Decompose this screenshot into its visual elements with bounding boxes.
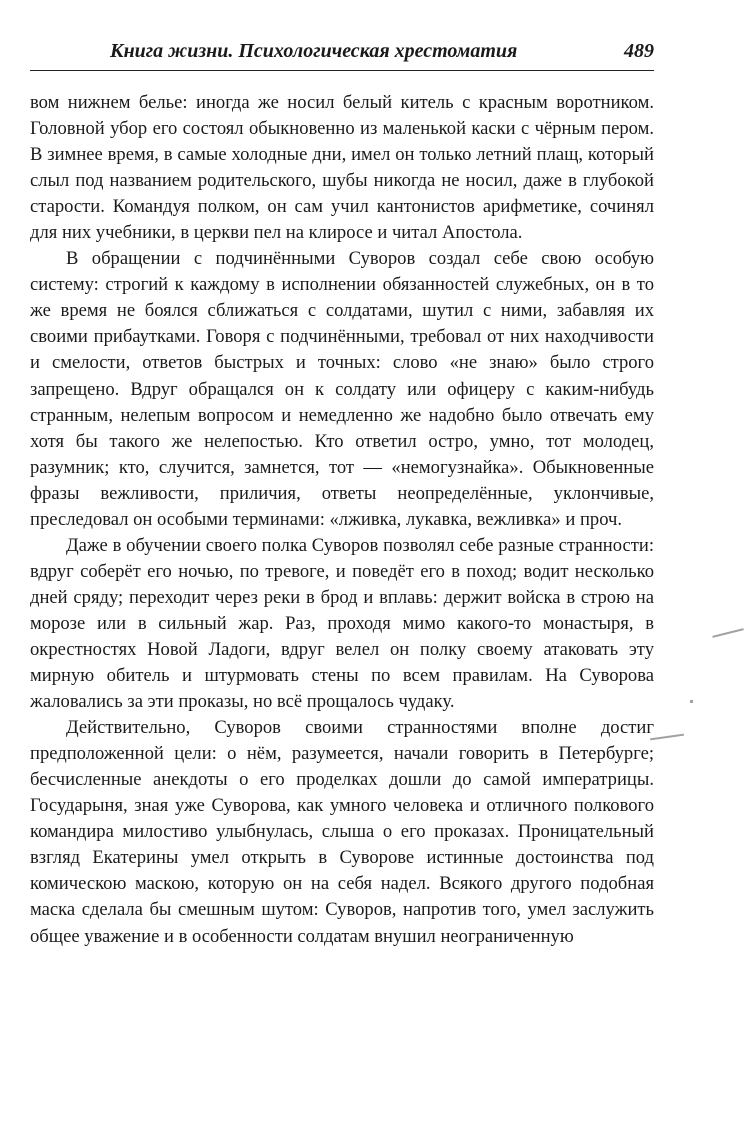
paragraph-3: Даже в обучении своего полка Суворов позволял себе разные странности: вдруг соберёт его ночью, по тревоге, и поведёт его в поход; водит несколько дней сряду; переходит через реки в брод и вплавь: держит войска в строю на морозе или в сильный жар. Раз, проходя мимо какого-то монастыря, в окрестностях Новой Ладоги, вдруг велел он полку своему атаковать эту мирную обитель и штурмовать стены по всем правилам. На Суворова жаловались за эти проказы, но всё прощалось чудаку. — [30, 534, 654, 713]
scan-mark — [712, 628, 743, 637]
scan-mark — [650, 734, 684, 740]
paragraph-4: Действительно, Суворов своими странностями вполне достиг предположенной цели: о нём, разумеется, начали говорить в Петербурге; бесчисленные анекдоты о его проделках дошли до самой императрицы. Государыня, зная уже Суворова, как умного человека и отличного полкового командира милостиво улыбнулась, слыша о его проказах. Проницательный взгляд Екатерины умел открыть в Суворове истинные достоинства под комическою маскою, которую он на себя надел. Всякого другого подобная маска сделала бы смешным шутом: Суворов, напротив того, умел заслужить общее уважение и в особенности солдатам внушил неограниченную — [30, 717, 654, 947]
paragraph-2: В обращении с подчинёнными Суворов создал себе свою особую систему: строгий к каждому в исполнении обязанностей служебных, он в то же время не боялся сближаться с солдатами, шутил с ними, забавляя их своими прибаутками. Говоря с подчинёнными, требовал от них находчивости и смелости, ответов быстрых и точных: слово «не знаю» было строго запрещено. Вдруг обращался он к солдату или офицеру с каким-нибудь странным, нелепым вопросом и немедленно же надобно было отвечать ему хотя бы такого же нелепостью. Кто ответил остро, умно, тот молодец, разумник; кто, случится, замнется, тот — «немогузнайка». Обыкновенные фразы вежливости, приличия, ответы неопределённые, уклончивые, преследовал он особыми терминами: «лживка, лукавка, вежливка» и проч. — [30, 248, 654, 530]
running-title: Книга жизни. Психологическая хрестоматия — [110, 40, 518, 62]
running-header — [30, 40, 654, 71]
scan-mark — [690, 700, 693, 703]
body-text — [30, 90, 654, 950]
paragraph-1: вом нижнем белье: иногда же носил белый китель с красным воротником. Головной убор его состоял обыкновенно из маленькой каски с чёрным пером. В зимнее время, в самые холодные дни, имел он только летний плащ, который слыл под названием родительского, шубы никогда не носил, даже в глубокой старости. Командуя полком, он сам учил кантонистов арифметике, сочинял для них учебники, в церкви пел на клиросе и читал Апостола. — [30, 92, 654, 244]
page-number: 489 — [624, 40, 654, 62]
